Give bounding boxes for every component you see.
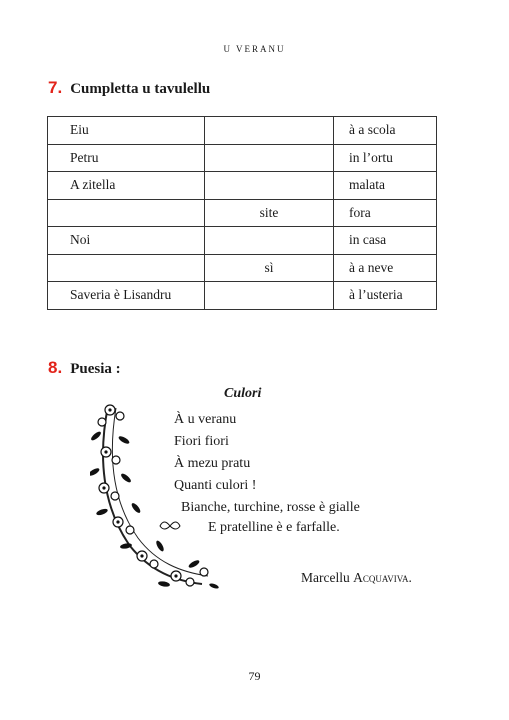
exercise-number: 8. (48, 358, 63, 377)
complement-cell: in casa (334, 227, 437, 255)
complement-cell: in l’ortu (334, 144, 437, 172)
poem-line: À mezu pratu (174, 456, 251, 471)
poem-author (301, 570, 412, 586)
verb-cell (205, 117, 334, 145)
subject-cell: Eiu (48, 117, 205, 145)
table-row (48, 254, 437, 282)
running-head: U VERANU (223, 44, 286, 54)
verb-cell (205, 227, 334, 255)
exercise-title: Puesia : (70, 361, 121, 377)
page-number: 79 (248, 669, 261, 683)
table-row (48, 117, 437, 145)
poem-title: Culori (224, 386, 262, 401)
poem-line: Quanti culori ! (174, 478, 257, 493)
subject-cell: Saveria è Lisandru (48, 282, 205, 310)
poem-line: Bianche, turchine, rosse è gialle (181, 500, 360, 515)
verb-cell (205, 282, 334, 310)
exercise-number: 7. (48, 78, 63, 97)
table-row (48, 172, 437, 200)
exercise-8-heading (48, 358, 121, 378)
exercise-7-heading (48, 78, 210, 98)
author-last-name: Acquaviva. (353, 570, 412, 585)
verb-cell: sì (205, 254, 334, 282)
complement-cell: malata (334, 172, 437, 200)
poem-line: E pratelline è e farfalle. (208, 520, 340, 535)
author-first-name: Marcellu (301, 570, 350, 585)
complement-cell: à a scola (334, 117, 437, 145)
table-row (48, 199, 437, 227)
poem-line: À u veranu (174, 412, 237, 427)
complement-cell: à a neve (334, 254, 437, 282)
table-row (48, 144, 437, 172)
complement-cell: fora (334, 199, 437, 227)
verb-cell: site (205, 199, 334, 227)
flower-garland-icon (90, 396, 220, 596)
table-row (48, 227, 437, 255)
poem-line: Fiori fiori (174, 434, 229, 449)
verb-cell (205, 144, 334, 172)
conjugation-table (47, 116, 437, 310)
table-row (48, 282, 437, 310)
subject-cell (48, 254, 205, 282)
complement-cell: à l’usteria (334, 282, 437, 310)
subject-cell (48, 199, 205, 227)
subject-cell: A zitella (48, 172, 205, 200)
subject-cell: Petru (48, 144, 205, 172)
exercise-title: Cumpletta u tavulellu (70, 81, 211, 97)
verb-cell (205, 172, 334, 200)
subject-cell: Noi (48, 227, 205, 255)
